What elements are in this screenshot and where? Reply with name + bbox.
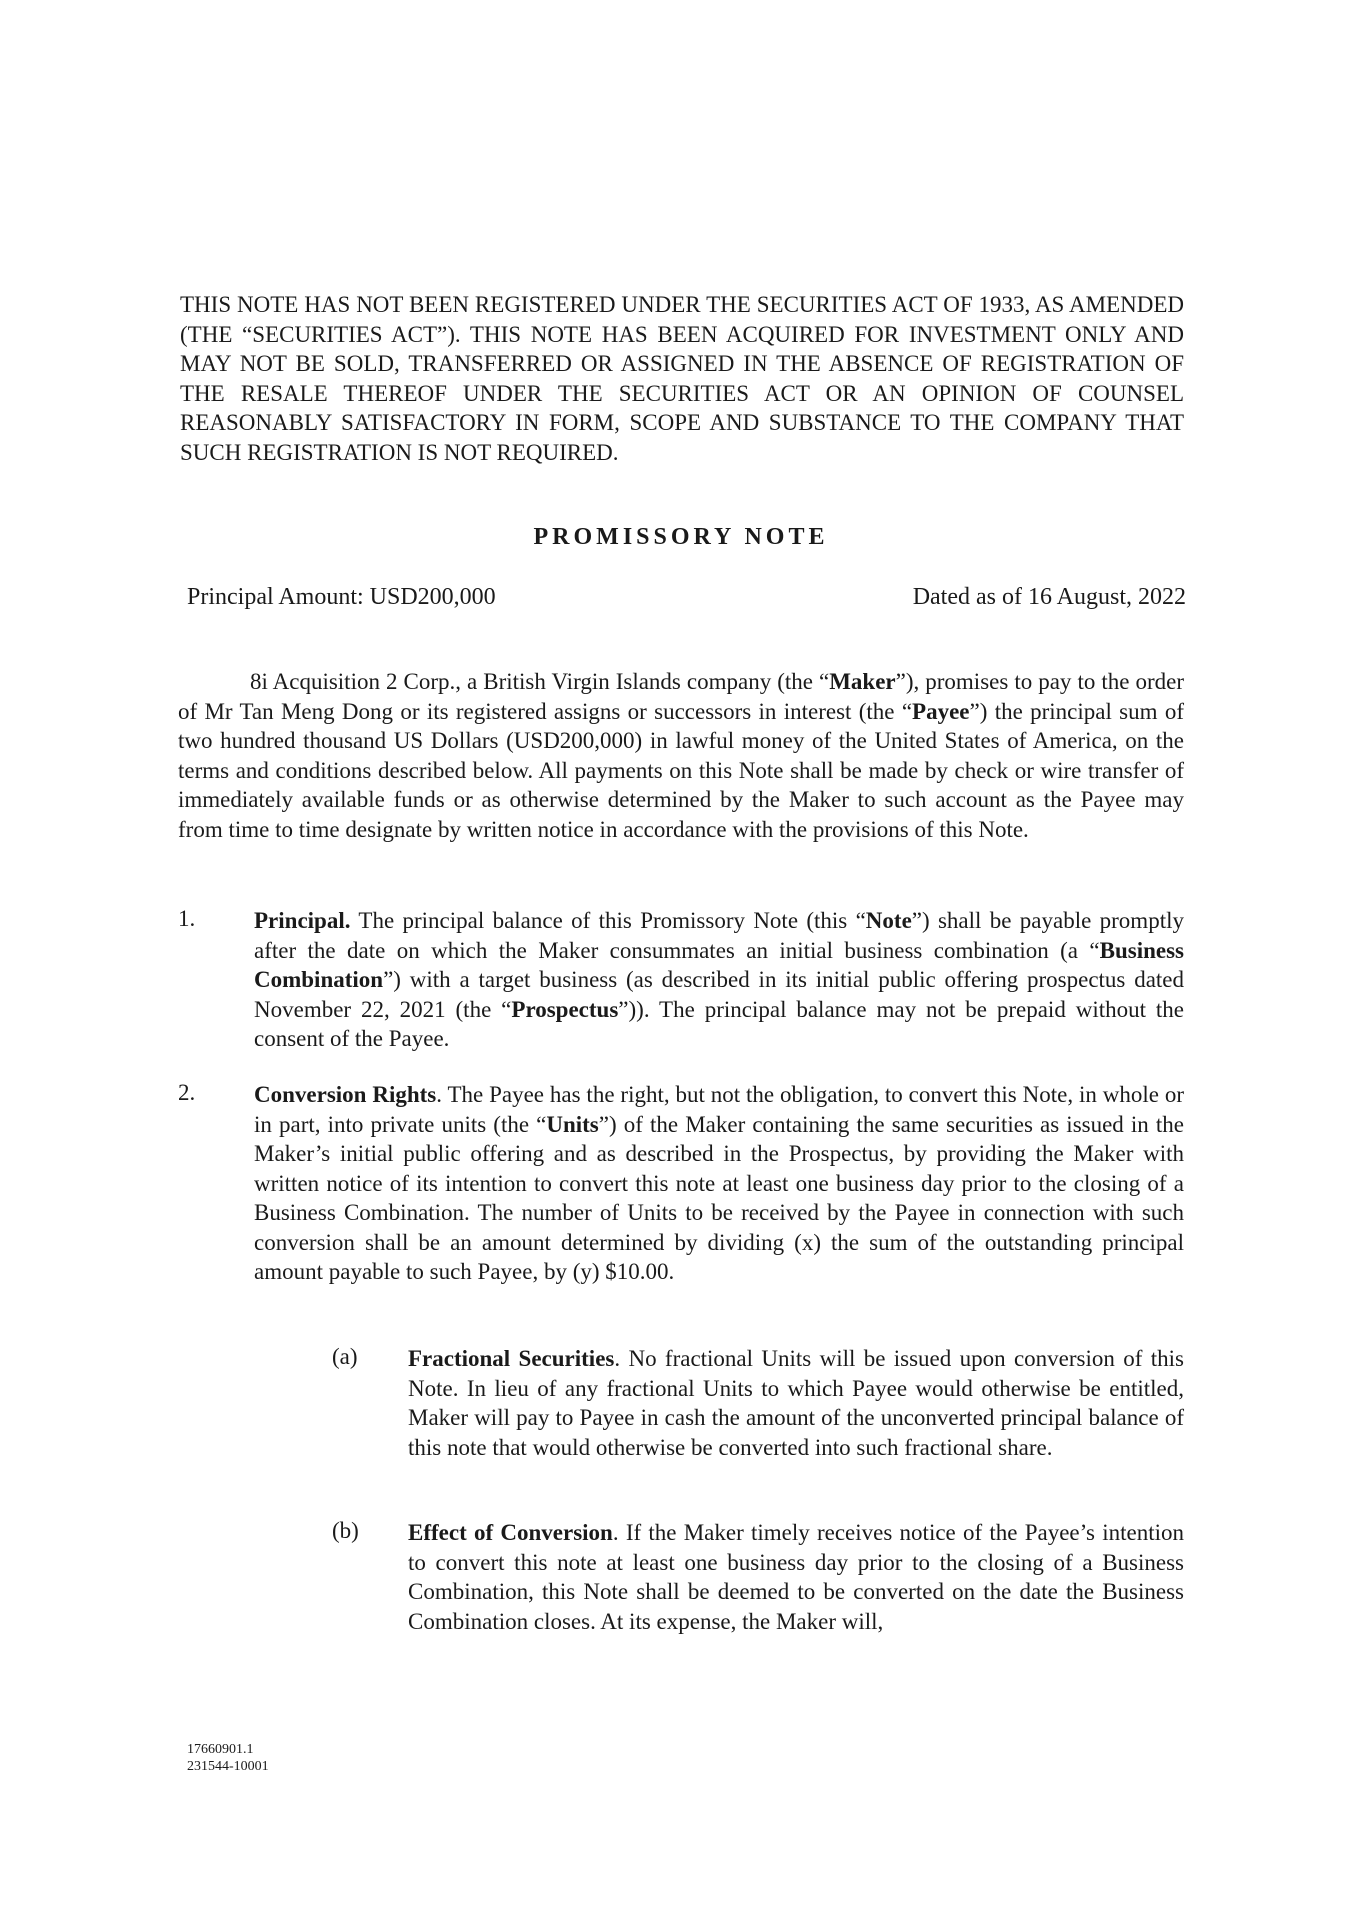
section-1-heading: Principal. <box>254 908 351 933</box>
payee-term: Payee <box>912 698 970 724</box>
subsection-a-heading: Fractional Securities <box>408 1346 615 1371</box>
footer-doc-id: 17660901.1 <box>187 1742 254 1757</box>
subsection-a-fractional-securities: Fractional Securities. No fractional Units will be issued upon conversion of this Note. In lieu of any fractional Units to which Payee would otherwise be entitled, Maker will pay to Payee in cash the amount of the unconverted principal balance of this note that would otherwise be converted into such fractional share. <box>408 1346 1184 1460</box>
securities-legend: THIS NOTE HAS NOT BEEN REGISTERED UNDER THE SECURITIES ACT OF 1933, AS AMENDED (THE “SECURITIES ACT”). THIS NOTE HAS BEEN ACQUIRED FOR INVESTMENT ONLY AND MAY NOT BE SOLD, TRANSFERRED OR ASSIGNED IN THE ABSENCE OF REGISTRATION OF THE RESALE THEREOF UNDER THE SECURITIES ACT OR AN OPINION OF COUNSEL REASONABLY SATISFACTORY IN FORM, SCOPE AND SUBSTANCE TO THE COMPANY THAT SUCH REGISTRATION IS NOT REQUIRED. <box>180 292 1184 465</box>
maker-term: Maker <box>829 669 896 694</box>
subsection-b-effect-of-conversion: Effect of Conversion. If the Maker timely receives notice of the Payee’s intention to convert this note at least one business day prior to the closing of a Business Combination, this Note shall be deemed to be converted on the date the Business Combination closes. At its expense, the Maker will, <box>408 1520 1184 1634</box>
principal-amount: Principal Amount: USD200,000 <box>187 584 496 610</box>
footer-matter-id: 231544-10001 <box>187 1759 269 1774</box>
document-title: PROMISSORY NOTE <box>533 524 829 550</box>
section-2-conversion-rights: Conversion Rights. The Payee has the right, but not the obligation, to convert this Note, in whole or in part, into private units (the “Units”) of the Maker containing the same securities as issued in the Maker’s initial public offering and as described in the Prospectus, by providing the Maker with written notice of its intention to convert this note at least one business day prior to the closing of a Business Combination. The number of Units to be received by the Payee in connection with such conversion shall be an amount determined by dividing (x) the sum of the outstanding principal amount payable to such Payee, by (y) $10.00. <box>254 1082 1184 1284</box>
section-2-heading: Conversion Rights <box>254 1082 437 1107</box>
intro-paragraph: 8i Acquisition 2 Corp., a British Virgin Islands company (the “Maker”), promises to pay to the order of Mr Tan Meng Dong or its registered assigns or successors in interest (the “Payee”) the principal sum of two hundred thousand US Dollars (USD200,000) in lawful money of the United States of America, on the terms and conditions described below. All payments on this Note shall be made by check or wire transfer of immediately available funds or as otherwise determined by the Maker to such account as the Payee may from time to time designate by written notice in accordance with the provisions of this Note. <box>178 669 1184 842</box>
section-1-number: 1. <box>178 906 196 931</box>
dated-line: Dated as of 16 August, 2022 <box>912 584 1186 610</box>
subsection-b-heading: Effect of Conversion <box>408 1520 613 1545</box>
subsection-a-letter: (a) <box>332 1344 358 1369</box>
section-1-principal: Principal. The principal balance of this Promissory Note (this “Note”) shall be payable promptly after the date on which the Maker consummates an initial business combination (a “Business Combination”) with a target business (as described in its initial public offering prospectus dated November 22, 2021 (the “Prospectus”)). The principal balance may not be prepaid without the consent of the Payee. <box>254 908 1184 1051</box>
subsection-b-letter: (b) <box>332 1518 359 1543</box>
footer-doc-ids <box>187 1741 269 1775</box>
section-2-number: 2. <box>178 1080 196 1105</box>
